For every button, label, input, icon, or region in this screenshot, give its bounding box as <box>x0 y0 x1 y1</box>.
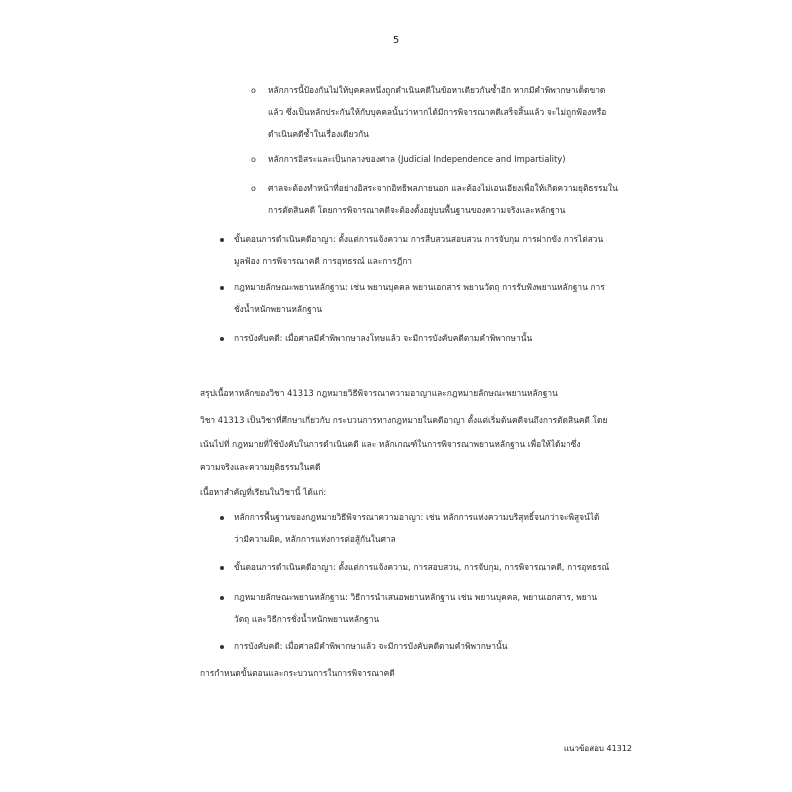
bullet-line: การบังคับคดี: เมื่อศาลมีคำพิพากษาลงโทษแล้ว จะมีการบังคับคดีตามคำพิพากษานั้น <box>234 333 533 343</box>
bullet-line: มูลฟ้อง การพิจารณาคดี การอุทธรณ์ และการฎีกา <box>234 256 413 266</box>
bullet-line: วัตถุ และวิธีการชั่งน้ำหนักพยานหลักฐาน <box>234 614 380 624</box>
bullet-dot-icon <box>220 566 224 570</box>
summary-heading: สรุปเนื้อหาหลักของวิชา 41313 กฎหมายวิธีพิจารณาความอาญาและกฎหมายลักษณะพยานหลักฐาน <box>200 388 558 398</box>
bullet-dot-icon <box>220 516 224 520</box>
sub-item-line: หลักการนี้ป้องกันไม่ให้บุคคลหนึ่งถูกดำเนินคดีในข้อหาเดียวกันซ้ำอีก หากมีคำพิพากษาเด็ดขาด <box>268 85 606 95</box>
bullet-dot-icon <box>220 286 224 290</box>
summary-line: วิชา 41313 เป็นวิชาที่ศึกษาเกี่ยวกับ กระบวนการทางกฎหมายในคดีอาญา ตั้งแต่เริ่มต้นคดีจนถึงการตัดสินคดี โดย <box>200 415 608 425</box>
bullet-dot-icon <box>220 645 224 649</box>
bullet-dot-icon <box>220 596 224 600</box>
bullet-line: การบังคับคดี: เมื่อศาลมีคำพิพากษาแล้ว จะมีการบังคับคดีตามคำพิพากษานั้น <box>234 641 508 651</box>
bullet-line: หลักการพื้นฐานของกฎหมายวิธีพิจารณาความอาญา: เช่น หลักการแห่งความบริสุทธิ์จนกว่าจะพิสูจน์ได้ <box>234 512 600 522</box>
bullet-line: กฎหมายลักษณะพยานหลักฐาน: วิธีการนำเสนอพยานหลักฐาน เช่น พยานบุคคล, พยานเอกสาร, พยาน <box>234 592 598 602</box>
closing-line: การกำหนดขั้นตอนและกระบวนการในการพิจารณาคดี <box>200 668 395 678</box>
summary-line: ความจริงและความยุติธรรมในคดี <box>200 462 321 472</box>
content-intro: เนื้อหาสำคัญที่เรียนในวิชานี้ ได้แก่: <box>200 487 327 497</box>
bullet-line: ว่ามีความผิด, หลักการแห่งการต่อสู้กันในศาล <box>234 534 396 544</box>
bullet-line: ขั้นตอนการดำเนินคดีอาญา: ตั้งแต่การแจ้งความ การสืบสวนสอบสวน การจับกุม การฝากขัง การไต่สวน <box>234 234 604 244</box>
circle-bullet-icon: o <box>251 184 256 193</box>
bullet-line: กฎหมายลักษณะพยานหลักฐาน: เช่น พยานบุคคล พยานเอกสาร พยานวัตถุ การรับฟังพยานหลักฐาน การ <box>234 282 605 292</box>
circle-bullet-icon: o <box>251 155 256 164</box>
summary-line: เน้นไปที่ กฎหมายที่ใช้บังคับในการดำเนินคดี และ หลักเกณฑ์ในการพิจารณาพยานหลักฐาน เพื่อให้ได้มาซึ่ง <box>200 439 581 449</box>
page-footer: แนวข้อสอบ 41312 <box>563 744 632 753</box>
sub-item-line: หลักการอิสระและเป็นกลางของศาล (Judicial Independence and Impartiality) <box>268 154 566 164</box>
bullet-line: ชั่งน้ำหนักพยานหลักฐาน <box>234 304 323 314</box>
bullet-dot-icon <box>220 337 224 341</box>
bullet-dot-icon <box>220 238 224 242</box>
sub-item-line: การตัดสินคดี โดยการพิจารณาคดีจะต้องตั้งอยู่บนพื้นฐานของความจริงและหลักฐาน <box>268 205 566 215</box>
page-number: 5 <box>392 35 400 46</box>
sub-item-line: แล้ว ซึ่งเป็นหลักประกันให้กับบุคคลนั้นว่าหากได้มีการพิจารณาคดีเสร็จสิ้นแล้ว จะไม่ถูกฟ้องหรือ <box>268 107 607 117</box>
sub-item-line: ดำเนินคดีซ้ำในเรื่องเดียวกัน <box>268 129 369 139</box>
bullet-line: ขั้นตอนการดำเนินคดีอาญา: ตั้งแต่การแจ้งความ, การสอบสวน, การจับกุม, การพิจารณาคดี, การอุทธรณ์ <box>234 562 610 572</box>
circle-bullet-icon: o <box>251 86 256 95</box>
sub-item-line: ศาลจะต้องทำหน้าที่อย่างอิสระจากอิทธิพลภายนอก และต้องไม่เอนเอียงเพื่อให้เกิดความยุติธรรมใน <box>268 183 618 193</box>
